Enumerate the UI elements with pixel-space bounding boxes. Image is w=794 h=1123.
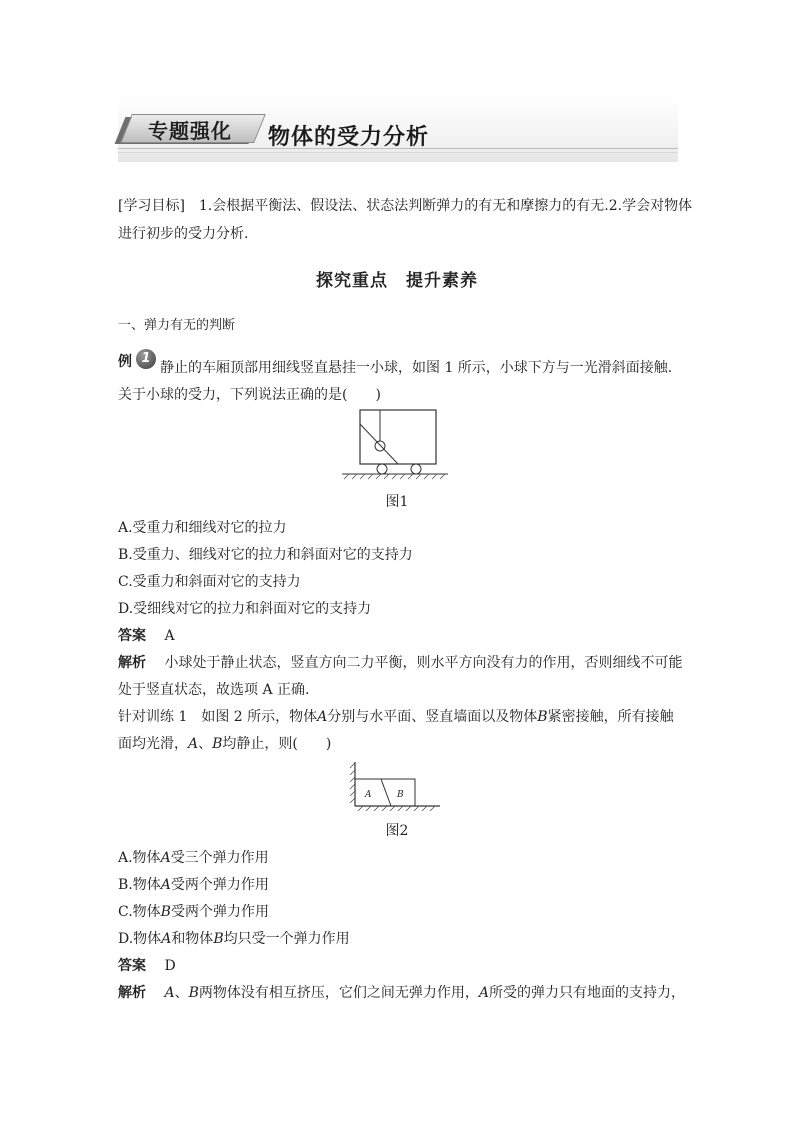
training-1-suffix: 紧密接触，所有接触 [547,709,674,725]
example-label: 例 [118,354,132,370]
subsection-heading: 一、弹力有无的判断 [118,318,236,333]
training-option-c [118,902,269,922]
analysis-sep: 、 [174,985,189,1001]
answer-label: 答案 [118,628,146,644]
training-option-b-var: A [160,877,171,893]
analysis-mid: 两物体没有相互挤压，它们之间无弹力作用， [198,985,479,1001]
option-c: C.受重力和斜面对它的支持力 [118,574,301,590]
header-banner [118,96,678,162]
training-option-d-pre: D.物体 [118,931,162,947]
section-title: 探究重点 提升素养 [316,271,478,291]
wall-hatching [350,763,355,803]
training-1-line-2-prefix: 面均光滑， [118,736,188,752]
training-option-d [118,929,350,949]
objectives-line-2: 进行初步的受力分析. [118,226,249,242]
training-1-line-2 [118,734,331,754]
training-option-a-var: A [160,850,171,866]
analysis-line-3 [118,983,685,1003]
incline-line [360,424,398,464]
block-outline [355,779,415,806]
block-a-label: A [365,790,372,800]
wheel-left [377,464,387,474]
training-1-line-2-suffix: 均静止，则( ) [222,736,332,752]
analysis-label: 解析 [118,655,146,671]
training-1-line-1 [118,707,674,727]
training-option-c-var: B [160,904,171,920]
var-a: A [317,709,328,725]
training-option-b-post: 受两个弹力作用 [170,877,269,893]
analysis-var-a-2: A [478,985,489,1001]
training-option-c-post: 受两个弹力作用 [170,904,269,920]
var-b: B [537,709,548,725]
figure-2-caption: 图2 [385,823,409,839]
training-option-d-mid: 和物体 [171,931,214,947]
floor-hatching [358,806,435,811]
figure-1-carriage-diagram [340,406,450,484]
answer-label-2: 答案 [118,958,146,974]
answer-row-1 [118,626,175,646]
wheel-right [411,464,421,474]
training-option-d-var: A [161,931,172,947]
figure-2-blocks-diagram [348,762,444,812]
ball [375,441,385,451]
analysis-end: 所受的弹力只有地面的支持力， [489,985,685,1001]
training-option-a [118,848,269,868]
example-number: 1 [136,349,156,369]
training-option-c-pre: C.物体 [118,904,161,920]
option-d: D.受细线对它的拉力和斜面对它的支持力 [118,601,372,617]
example-1-question-line-1: 静止的车厢顶部用细线竖直悬挂一小球，如图 1 所示，小球下方与一光滑斜面接触. [160,360,673,376]
training-1-mid: 分别与水平面、竖直墙面以及物体 [327,709,538,725]
analysis-line-2: 处于竖直状态，故选项 A 正确. [118,682,310,698]
analysis-label-2: 解析 [118,985,146,1001]
training-option-d-var-2: B [213,931,224,947]
training-option-a-pre: A.物体 [118,850,161,866]
example-1-question-line-2: 关于小球的受力，下列说法正确的是( ) [118,387,381,403]
analysis-var-a: A [164,985,175,1001]
training-1-line-2-sep: 、 [198,736,213,752]
figure-1-caption: 图1 [385,494,409,510]
training-1-prefix: 针对训练 1 如图 2 所示，物体 [118,709,318,725]
ground-hatching [344,474,445,479]
option-a: A.受重力和细线对它的拉力 [118,520,287,536]
carriage-box [360,410,436,464]
training-option-b-pre: B.物体 [118,877,161,893]
page-title: 物体的受力分析 [268,124,430,150]
answer-value-2: D [164,958,176,974]
analysis-text: 小球处于静止状态，竖直方向二力平衡，则水平方向没有力的作用，否则细线不可能 [164,655,683,671]
objectives-line-1: [学习目标] 1.会根据平衡法、假设法、状态法判断弹力的有无和摩擦力的有无.2.学会对物体 [118,198,693,214]
analysis-var-b: B [188,985,199,1001]
topic-tag: 专题强化 [148,119,232,143]
banner-rule-lower [118,152,678,153]
training-option-d-post: 均只受一个弹力作用 [223,931,350,947]
training-option-b [118,875,269,895]
block-b-label: B [397,790,404,800]
answer-value: A [164,628,175,644]
analysis-line-1 [118,653,682,673]
training-option-a-post: 受三个弹力作用 [170,850,269,866]
block-divider [381,779,391,806]
var-a-2: A [188,736,199,752]
var-b-2: B [212,736,223,752]
option-b: B.受重力、细线对它的拉力和斜面对它的支持力 [118,547,413,563]
answer-row-2 [118,956,176,976]
